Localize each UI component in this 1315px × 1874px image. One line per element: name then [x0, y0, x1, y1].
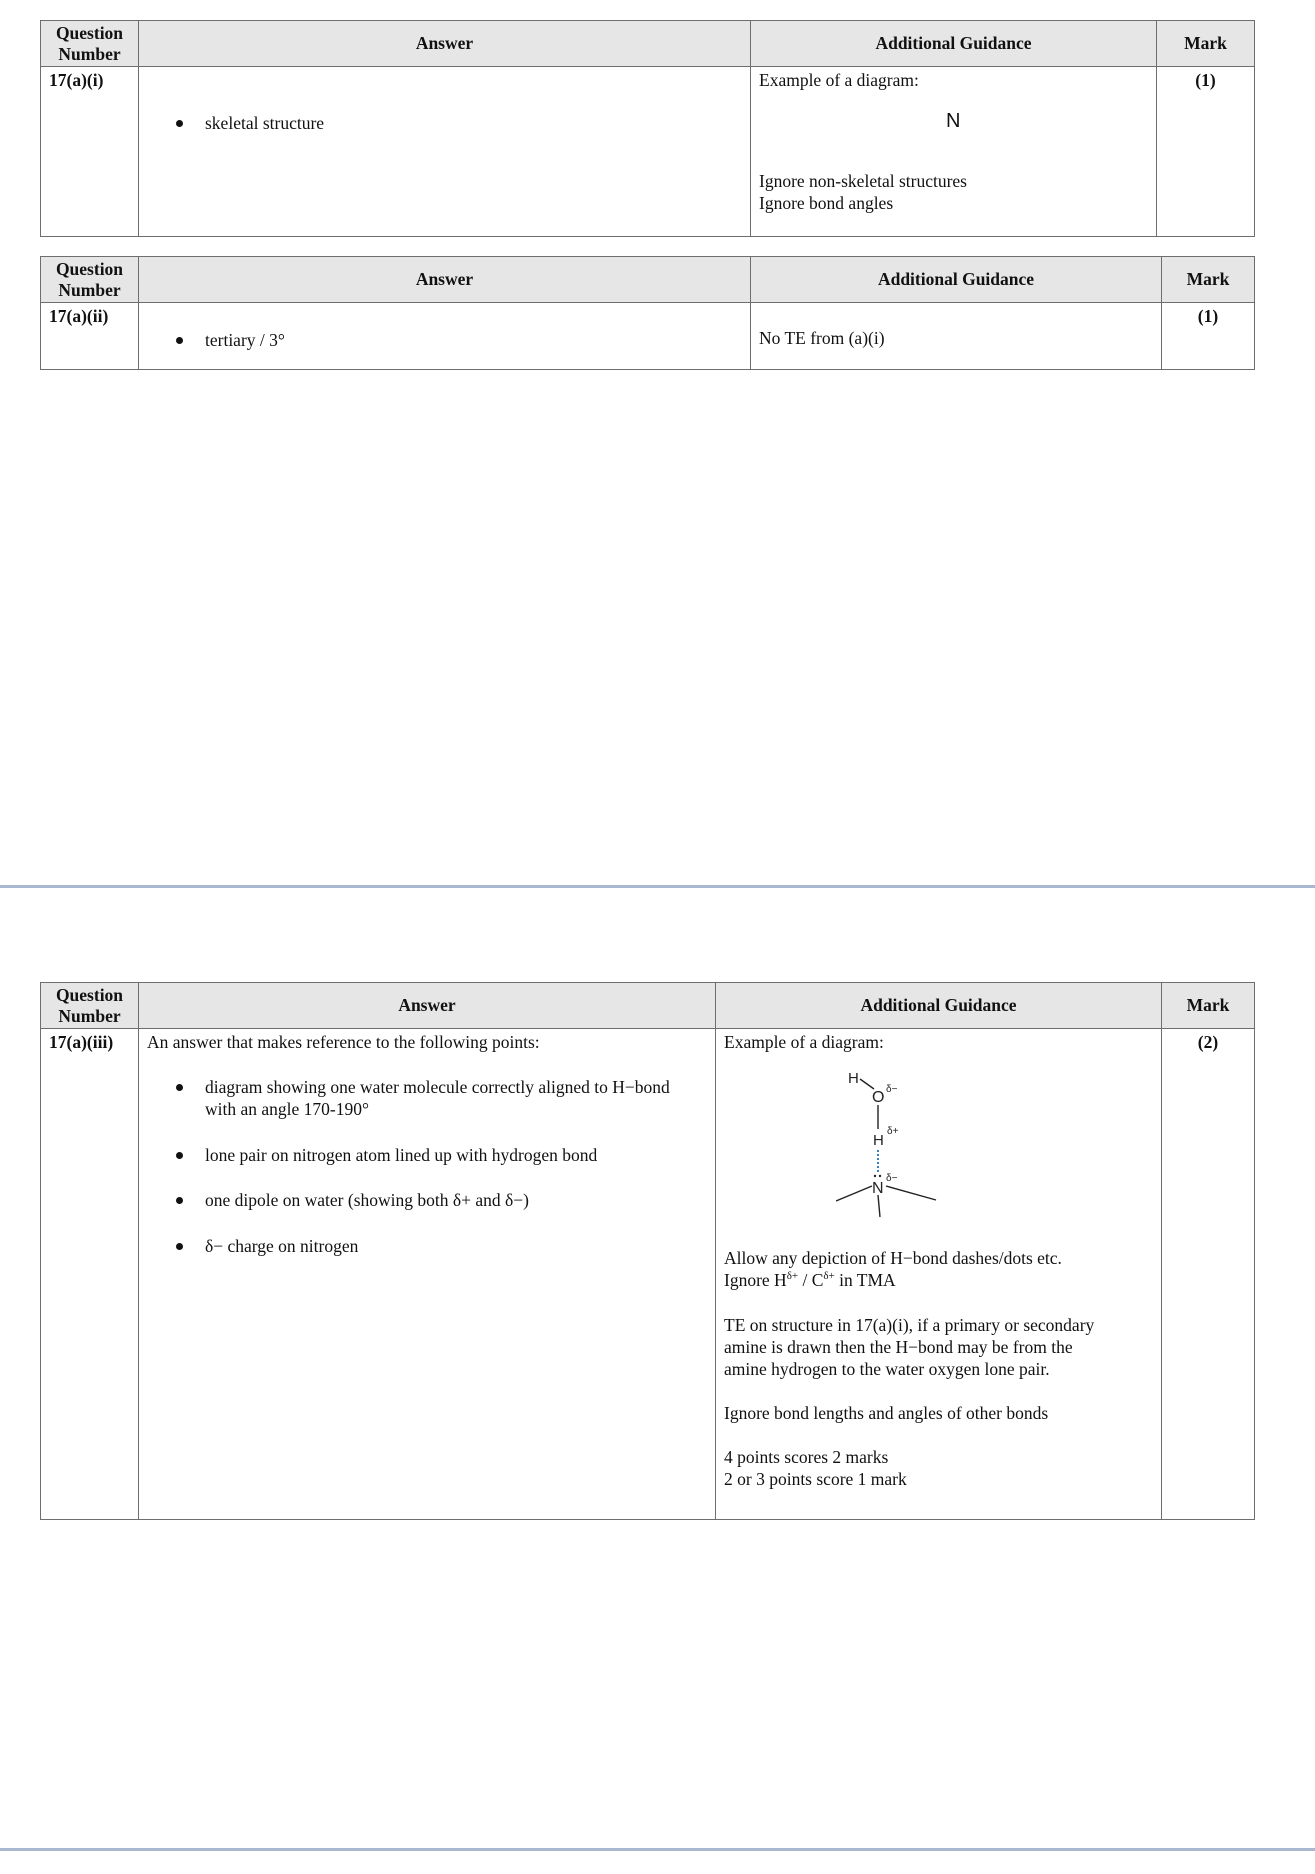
- bullet-icon: [176, 1243, 183, 1250]
- header-mark: Mark: [1157, 21, 1255, 67]
- water-hydrogen-atom: H: [848, 1070, 859, 1087]
- mark-scheme-table-17aii: [40, 256, 1255, 370]
- mark-value: (2): [1162, 1029, 1255, 1520]
- oxygen-partial-negative: δ−: [886, 1084, 898, 1095]
- header-question-number: Question Number: [41, 21, 139, 67]
- bullet-icon: [176, 337, 183, 344]
- header-additional-guidance: Additional Guidance: [716, 983, 1162, 1029]
- question-number: 17(a)(ii): [41, 303, 139, 370]
- hydrogen-bond-diagram: [836, 1067, 966, 1227]
- guidance-line: amine hydrogen to the water oxygen lone pair.: [724, 1359, 1050, 1379]
- guidance-line-ignore-tma: Ignore $H^{\delta+} / C^{\delta+}$ in TMA: [724, 1270, 896, 1290]
- header-answer: Answer: [139, 21, 751, 67]
- guidance-line: TE on structure in 17(a)(i), if a primary or secondary: [724, 1315, 1095, 1335]
- guidance-cell: [716, 1029, 1162, 1520]
- nitrogen-atom: N: [872, 1180, 884, 1197]
- header-answer: Answer: [139, 983, 716, 1029]
- guidance-line: No TE from (a)(i): [759, 328, 885, 348]
- question-number: 17(a)(iii): [41, 1029, 139, 1520]
- mark-scheme-table-17aiii: [40, 982, 1255, 1520]
- guidance-line: 4 points scores 2 marks: [724, 1447, 889, 1467]
- header-answer: Answer: [139, 257, 751, 303]
- header-question-number: Question Number: [41, 983, 139, 1029]
- guidance-line: Ignore bond angles: [759, 193, 894, 213]
- header-question-number: Question Number: [41, 257, 139, 303]
- skeletal-structure-diagram: N: [946, 110, 961, 132]
- table-row: [41, 303, 1255, 370]
- mark-value: (1): [1157, 67, 1255, 237]
- answer-cell: An answer that makes reference to the following points: diagram showing one water molecule correctly aligned to H−bond with an angle 170-190° lone pair on nitrogen atom lined up with hydrogen bond one dipole on water (showing both δ+ and δ−) δ− charge on nitrogen: [139, 1029, 716, 1520]
- guidance-line: Allow any depiction of H−bond dashes/dots etc.: [724, 1248, 1062, 1268]
- water-oxygen-atom: O: [872, 1089, 885, 1106]
- header-row: [41, 21, 1255, 67]
- bullet-icon: [176, 1152, 183, 1159]
- bullet-icon: [176, 1197, 183, 1204]
- header-additional-guidance: Additional Guidance: [751, 21, 1157, 67]
- guidance-line: 2 or 3 points score 1 mark: [724, 1469, 907, 1489]
- water-bonding-hydrogen-atom: H: [873, 1132, 884, 1149]
- mark-value: (1): [1162, 303, 1255, 370]
- header-row: [41, 983, 1255, 1029]
- guidance-cell: [751, 303, 1162, 370]
- header-additional-guidance: Additional Guidance: [751, 257, 1162, 303]
- header-row: [41, 257, 1255, 303]
- guidance-line: amine is drawn then the H−bond may be from the: [724, 1337, 1073, 1357]
- guidance-example-label: Example of a diagram:: [759, 70, 919, 90]
- guidance-example-label: Example of a diagram:: [724, 1032, 884, 1052]
- table-row: [41, 67, 1255, 237]
- mark-scheme-table-17ai: [40, 20, 1255, 237]
- guidance-cell: [751, 67, 1157, 237]
- guidance-line: Ignore bond lengths and angles of other bonds: [724, 1403, 1049, 1423]
- nitrogen-partial-negative: δ−: [886, 1173, 898, 1184]
- header-mark: Mark: [1162, 257, 1255, 303]
- hydrogen-partial-positive: δ+: [887, 1126, 899, 1137]
- answer-cell: tertiary / 3°: [139, 303, 751, 370]
- bullet-icon: [176, 120, 183, 127]
- page-divider: [0, 1848, 1315, 1851]
- guidance-line: Ignore non-skeletal structures: [759, 171, 967, 191]
- page-divider: [0, 885, 1315, 888]
- answer-cell: skeletal structure: [139, 67, 751, 237]
- table-row: [41, 1029, 1255, 1520]
- answer-intro: An answer that makes reference to the following points:: [147, 1032, 540, 1052]
- question-number: 17(a)(i): [41, 67, 139, 237]
- bullet-icon: [176, 1084, 183, 1091]
- header-mark: Mark: [1162, 983, 1255, 1029]
